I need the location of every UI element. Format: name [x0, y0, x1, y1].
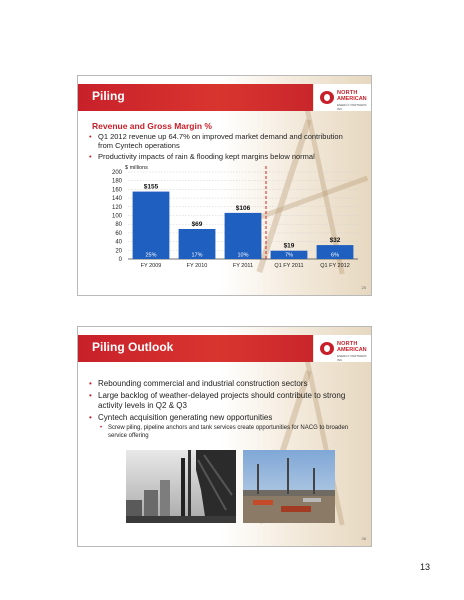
bar-margin-label: 7% [285, 252, 293, 259]
slide-number: 25 [361, 285, 366, 290]
slide-title: Piling [92, 89, 125, 103]
bullet-list [88, 132, 353, 163]
y-tick-label: 200 [111, 170, 122, 176]
bullet-item: • Rebounding commercial and industrial construction sectors [88, 379, 358, 389]
x-tick-label: Q1 FY 2011 [274, 263, 304, 269]
company-logo [314, 84, 371, 111]
bullet-item: • Productivity impacts of rain & flooding kept margins below normal [88, 152, 353, 161]
y-tick-label: 140 [111, 196, 122, 203]
y-tick-label: 20 [115, 248, 122, 255]
logo-text-line3: ENERGY PARTNERS INC. [337, 103, 367, 111]
piling-site-photo [243, 450, 335, 523]
company-logo [314, 335, 371, 362]
bullet-item: • Q1 2012 revenue up 64.7% on improved market demand and contribution from Cyntech operations [88, 132, 353, 150]
y-tick-label: 180 [111, 178, 122, 185]
x-tick-label: FY 2009 [140, 263, 162, 269]
bar [133, 192, 170, 259]
x-tick-label: Q1 FY 2012 [320, 263, 350, 269]
logo-text-line1: NORTH [337, 90, 358, 96]
title-bar [78, 335, 313, 362]
slide-piling-outlook [77, 326, 372, 547]
bullet-item: • Cyntech acquisition generating new opportunities [88, 413, 358, 423]
logo-text-line2: AMERICAN [337, 96, 367, 102]
y-tick-label: 80 [115, 222, 122, 229]
x-tick-label: FY 2010 [186, 263, 208, 269]
logo-mark-icon [320, 342, 334, 355]
page-number: 13 [420, 562, 431, 572]
drilling-rig-photo [126, 450, 236, 523]
y-tick-label: 100 [111, 213, 122, 220]
x-tick-label: FY 2011 [232, 263, 254, 269]
title-bar [78, 84, 313, 111]
slide-piling [77, 75, 372, 296]
bar-value-label: $106 [235, 204, 251, 212]
logo-mark-icon [320, 91, 334, 104]
bar-value-label: $69 [191, 220, 203, 228]
y-tick-label: 0 [118, 257, 122, 263]
slide-number: 26 [361, 536, 366, 541]
y-tick-label: 160 [111, 187, 122, 194]
slide-subtitle: Revenue and Gross Margin % [92, 121, 212, 131]
bar-margin-label: 17% [191, 252, 203, 259]
y-tick-label: 60 [115, 230, 122, 237]
bar-value-label: $32 [329, 237, 341, 245]
bar-margin-label: 25% [145, 252, 157, 259]
logo-text-line2: AMERICAN [337, 347, 367, 353]
logo-text-line3: ENERGY PARTNERS INC. [337, 354, 367, 362]
bullet-item: • Large backlog of weather-delayed projects should contribute to strong activity levels in Q2 & Q3 [88, 391, 358, 411]
logo-text-line1: NORTH [337, 341, 358, 347]
sub-bullet-item: • Screw piling, pipeline anchors and tank services create opportunities for NACG to broaden service offering [88, 425, 358, 440]
slide-title: Piling Outlook [92, 340, 174, 354]
y-tick-label: 120 [111, 204, 122, 211]
bullet-list [88, 379, 358, 442]
bar-value-label: $19 [283, 242, 295, 250]
bar-margin-label: 10% [237, 252, 249, 259]
bar-value-label: $155 [143, 183, 159, 191]
y-tick-label: 40 [115, 239, 122, 246]
y-axis-label: $ millions [125, 165, 148, 171]
revenue-bar-chart [78, 164, 371, 286]
bar-margin-label: 6% [331, 252, 339, 259]
